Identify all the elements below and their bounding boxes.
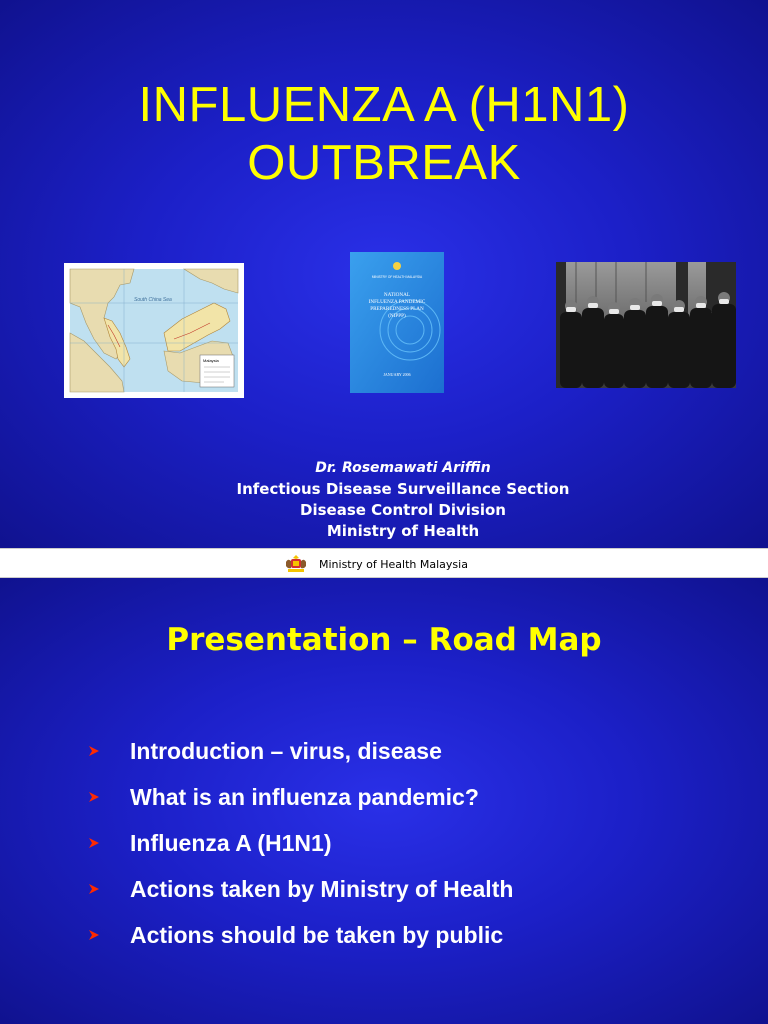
book-title-line-1: NATIONAL [383,292,411,298]
book-date: JANUARY 2006 [383,372,411,377]
arrow-bullet-icon [88,745,100,757]
map-legend-label: Malaysia [203,358,219,363]
roadmap-title: Presentation – Road Map [166,622,602,658]
title-line-2: OUTBREAK [247,136,521,190]
list-item [88,774,513,820]
arrow-bullet-icon [88,837,100,849]
footer-text: Ministry of Health Malaysia [319,557,468,571]
roadmap-slide [0,578,768,1024]
ministry-name: Ministry of Health [326,522,480,540]
arrow-bullet-icon [88,791,100,803]
list-item [88,728,513,774]
division-name: Disease Control Division [300,501,506,519]
book-header: MINISTRY OF HEALTH MALAYSIA [371,275,423,279]
slide-footer [0,548,768,578]
map-sea-label: South China Sea [134,297,172,303]
list-item-text: Actions should be taken by public [130,921,504,948]
list-item-text: Actions taken by Ministry of Health [130,875,514,902]
roadmap-list [88,728,513,958]
list-item-text: Introduction – virus, disease [130,737,442,764]
title-line-1: INFLUENZA A (H1N1) [138,78,630,132]
book-title-line-3: PREPAREDNESS PLAN [370,306,424,312]
slide-title [0,76,768,192]
malaysia-map-image [64,263,244,398]
masked-people-photo [556,262,736,388]
section-name: Infectious Disease Surveillance Section [236,480,570,498]
list-item-text: What is an influenza pandemic? [130,783,479,810]
author-name: Dr. Rosemawati Ariffin [315,460,491,476]
list-item [88,912,513,958]
presenter-credits [0,458,768,542]
book-title-line-2: INFLUENZA PANDEMIC [368,299,426,305]
malaysia-crest-icon [283,554,309,574]
list-item [88,820,513,866]
arrow-bullet-icon [88,883,100,895]
arrow-bullet-icon [88,929,100,941]
crest-icon [393,262,401,270]
list-item-text: Influenza A (H1N1) [130,829,332,856]
list-item [88,866,513,912]
preparedness-plan-cover-image [350,252,444,393]
book-title-line-4: (NIPPP) [388,313,406,319]
